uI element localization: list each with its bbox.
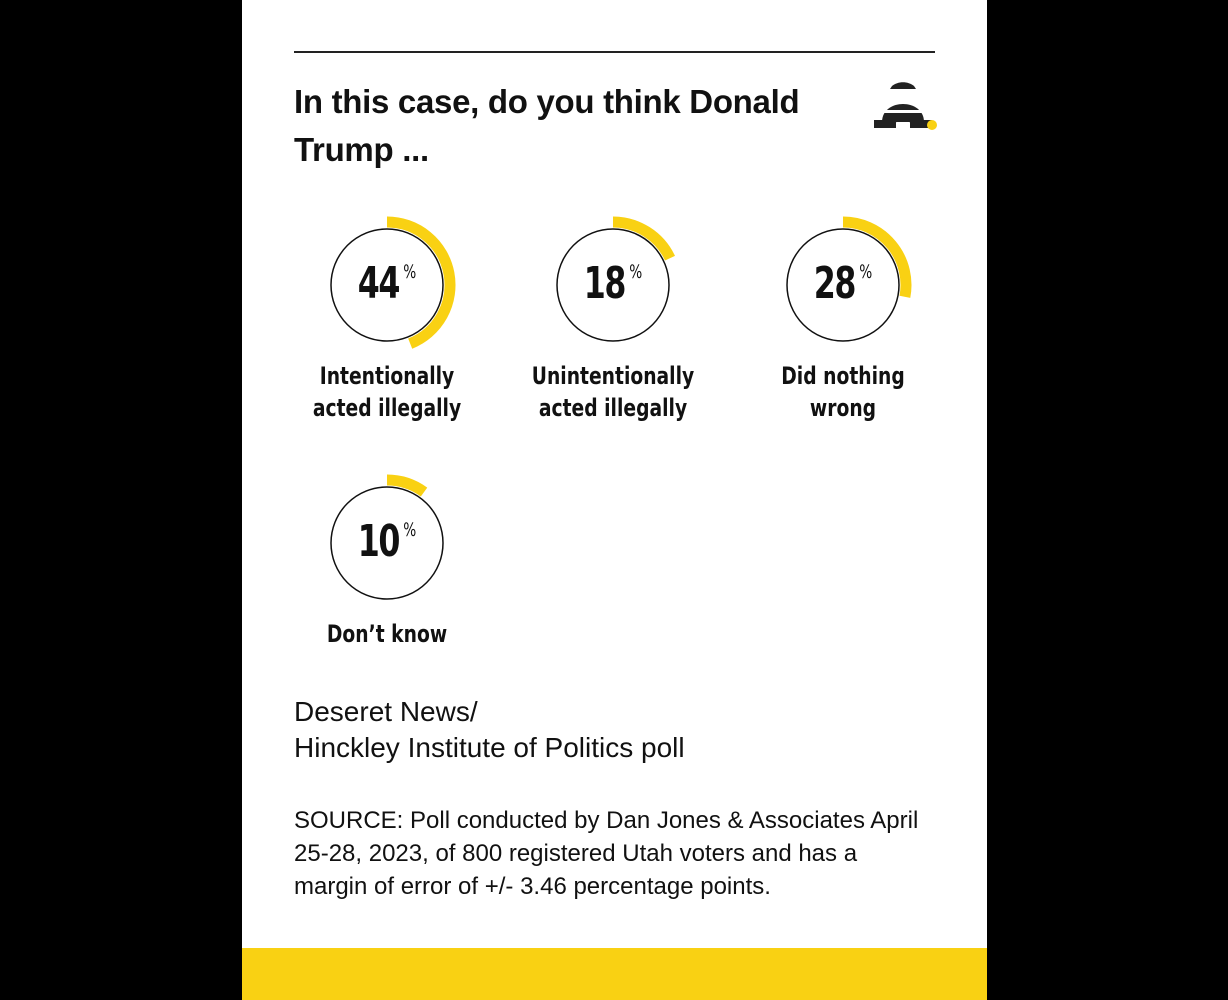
category-label: Unintentionally acted illegally [531,362,695,422]
chart-item-dont-know [272,468,502,708]
value-number: 44 % [357,258,417,309]
category-label: Don’t know [326,620,448,648]
category-label: Did nothing wrong [781,362,905,422]
value-number: 28 % [813,258,873,309]
chart-title: In this case, do you think Donald Trump ... [294,83,800,168]
poll-card [242,0,987,1000]
source-note: SOURCE: Poll conducted by Dan Jones & Associates April 25-28, 2023, of 800 registered Utah voters and has a margin of error of +/- 3.46 percentage points. [294,807,919,900]
category-label: Intentionally acted illegally [312,362,462,422]
bottom-accent-bar [242,948,987,1000]
poll-source-name: Deseret News/ Hinckley Institute of Politics poll [294,696,685,763]
percent-sign: % [403,519,417,541]
chart-item-nothing-wrong [728,210,958,450]
chart-item-unintentionally [498,210,728,450]
donut-charts [242,0,987,680]
value-arc [613,222,670,258]
value-number: 10 % [357,516,417,567]
percent-sign: % [403,261,417,283]
percent-sign: % [859,261,873,283]
chart-item-intentionally [272,210,502,450]
value-number: 18 % [583,258,643,309]
percent-sign: % [629,261,643,283]
